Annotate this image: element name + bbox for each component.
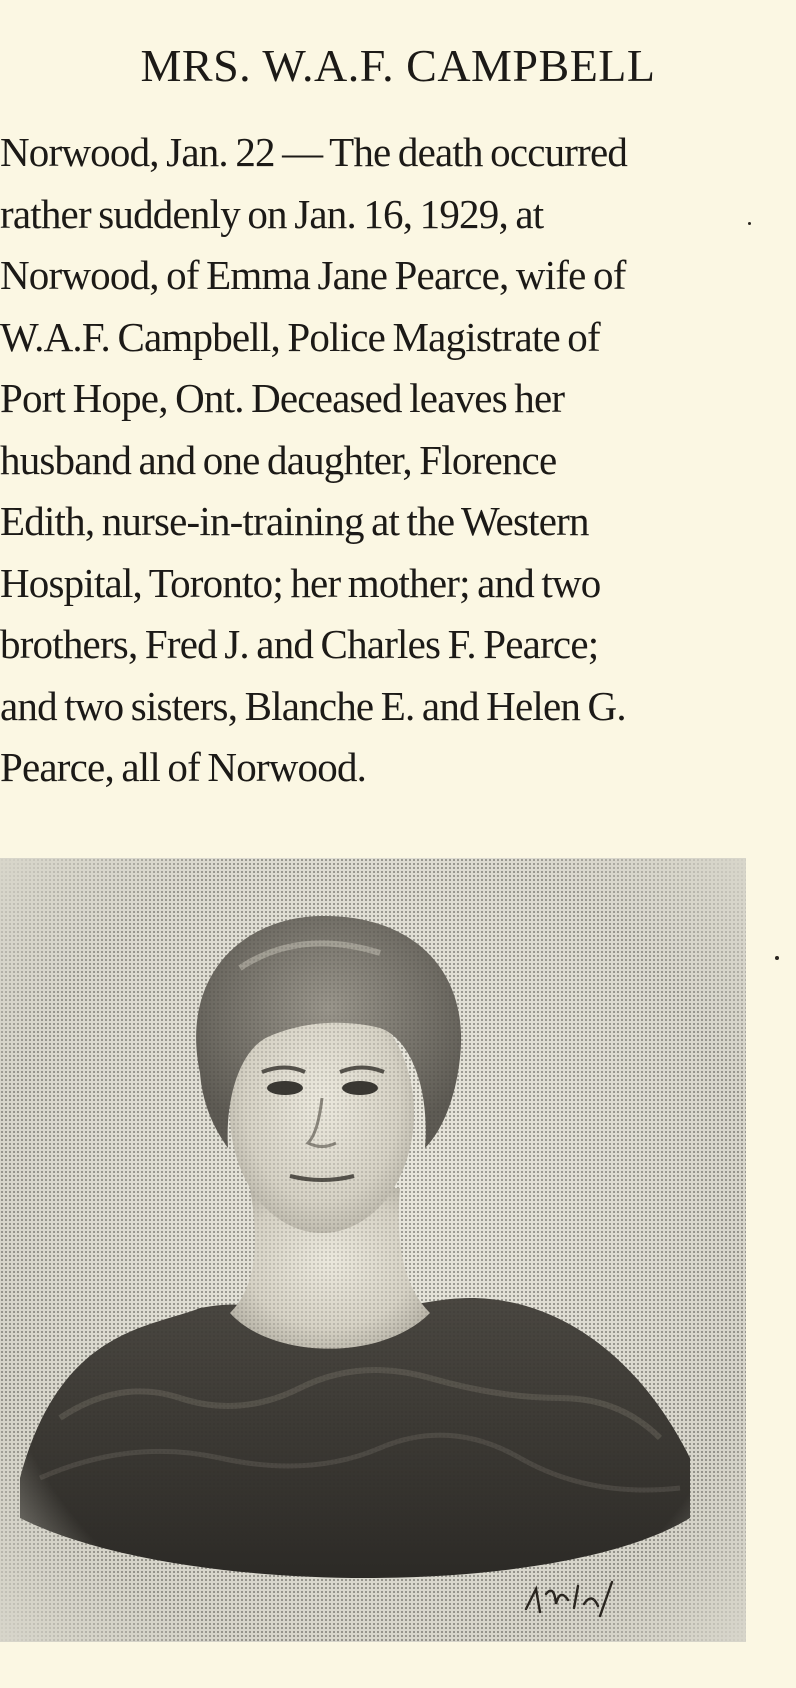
text-line: and two sisters, Blanche E. and Helen G. (0, 682, 626, 729)
stray-dot (748, 222, 751, 225)
text-line: Norwood, of Emma Jane Pearce, wife of (0, 252, 626, 298)
text-line: husband and one daughter, Florence (0, 436, 557, 483)
text-line: Norwood, Jan. 22 — The death occurred (0, 129, 628, 175)
text-line: Port Hope, Ont. Deceased leaves her (0, 375, 565, 421)
text-line: Hospital, Toronto; her mother; and two (0, 559, 601, 606)
portrait-illustration (0, 858, 746, 1642)
text-line: brothers, Fred J. and Charles F. Pearce; (0, 621, 599, 667)
text-line: rather suddenly on Jan. 16, 1929, at (0, 190, 544, 237)
text-line: Edith, nurse-in-training at the Western (0, 498, 589, 544)
text-line: W.A.F. Campbell, Police Magistrate of (0, 313, 600, 360)
stray-dot (775, 956, 779, 960)
obituary-headline: MRS. W.A.F. CAMPBELL (140, 40, 656, 91)
text-line: Pearce, all of Norwood. (0, 744, 367, 790)
obituary-text (0, 122, 720, 799)
portrait-photo (0, 858, 746, 1642)
signature-mark (516, 1564, 636, 1624)
